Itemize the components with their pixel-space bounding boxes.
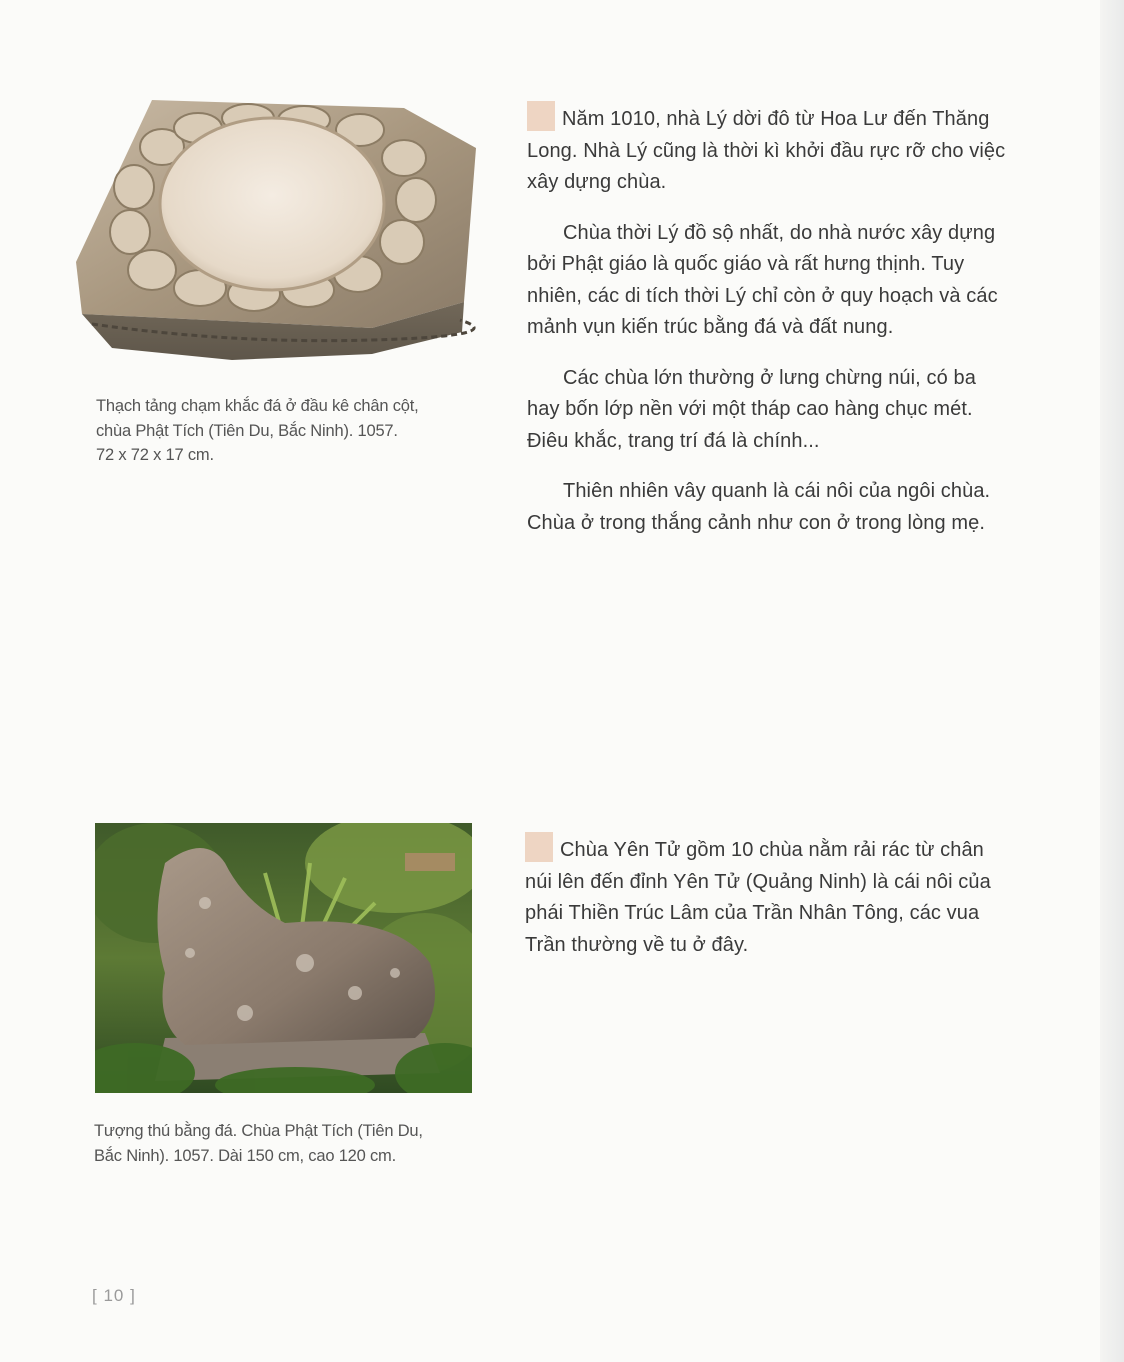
paragraph-line: Các chùa lớn thường ở lưng chừng núi, có ba	[563, 366, 976, 389]
caption-line: Tượng thú bằng đá. Chùa Phật Tích (Tiên Du,	[94, 1122, 423, 1140]
paragraph-line: hay bốn lớp nền với một tháp cao hàng chục mét.	[527, 398, 973, 420]
paragraph-line: xây dựng chùa.	[527, 171, 667, 193]
paragraph-yen-tu	[525, 832, 1085, 961]
yen-tu-text	[525, 832, 1085, 980]
paragraph-line: Long. Nhà Lý cũng là thời kì khởi đầu rực rỡ cho việc	[527, 139, 1006, 162]
paragraph-line: Điêu khắc, trang trí đá là chính...	[527, 429, 820, 452]
paragraph-line: Chùa Yên Tử gồm 10 chùa nằm rải rác từ chân	[560, 839, 984, 861]
paragraph-nature	[527, 476, 1087, 539]
paragraph-line: Chùa ở trong thắng cảnh như con ở trong lòng mẹ.	[527, 511, 986, 534]
page-edge-shadow	[1100, 0, 1124, 1362]
stone-animal-caption	[94, 1119, 474, 1168]
paragraph-line: núi lên đến đỉnh Yên Tử (Quảng Ninh) là cái nôi của	[525, 870, 991, 893]
paragraph-line: phái Thiền Trúc Lâm của Trần Nhân Tông, các vua	[525, 902, 980, 924]
paragraph-line: Thiên nhiên vây quanh là cái nôi của ngôi chùa.	[563, 480, 991, 502]
caption-line: 72 x 72 x 17 cm.	[96, 446, 214, 464]
paragraph-line: Trần thường về tu ở đây.	[525, 933, 749, 956]
paragraph-line: nhiên, các di tích thời Lý chỉ còn ở quy hoạch và các	[527, 284, 998, 307]
paragraph-line: Năm 1010, nhà Lý dời đô từ Hoa Lư đến Thăng	[562, 108, 990, 130]
caption-line: chùa Phật Tích (Tiên Du, Bắc Ninh). 1057.	[96, 421, 398, 440]
paragraph-line: bởi Phật giáo là quốc giáo và rất hưng thịnh. Tuy	[527, 253, 965, 275]
paragraph-mountain-pagodas	[527, 363, 1087, 458]
caption-line: Thạch tảng chạm khắc đá ở đầu kê chân cột,	[96, 397, 419, 415]
paragraph-capital-move	[527, 101, 1087, 199]
ly-dynasty-text	[527, 101, 1087, 558]
paragraph-line: Chùa thời Lý đồ sộ nhất, do nhà nước xây dựng	[563, 221, 996, 244]
paragraph-line: mảnh vụn kiến trúc bằng đá và đất nung.	[527, 316, 894, 338]
paragraph-marker	[527, 101, 555, 131]
paragraph-marker	[525, 832, 553, 862]
stone-animal-statue-photo	[95, 823, 472, 1093]
stone-base-caption	[96, 394, 476, 468]
caption-line: Bắc Ninh). 1057. Dài 150 cm, cao 120 cm.	[94, 1146, 396, 1165]
paragraph-ly-pagodas	[527, 218, 1087, 344]
page-number: [ 10 ]	[92, 1286, 136, 1305]
stone-column-base-photo	[72, 92, 480, 364]
